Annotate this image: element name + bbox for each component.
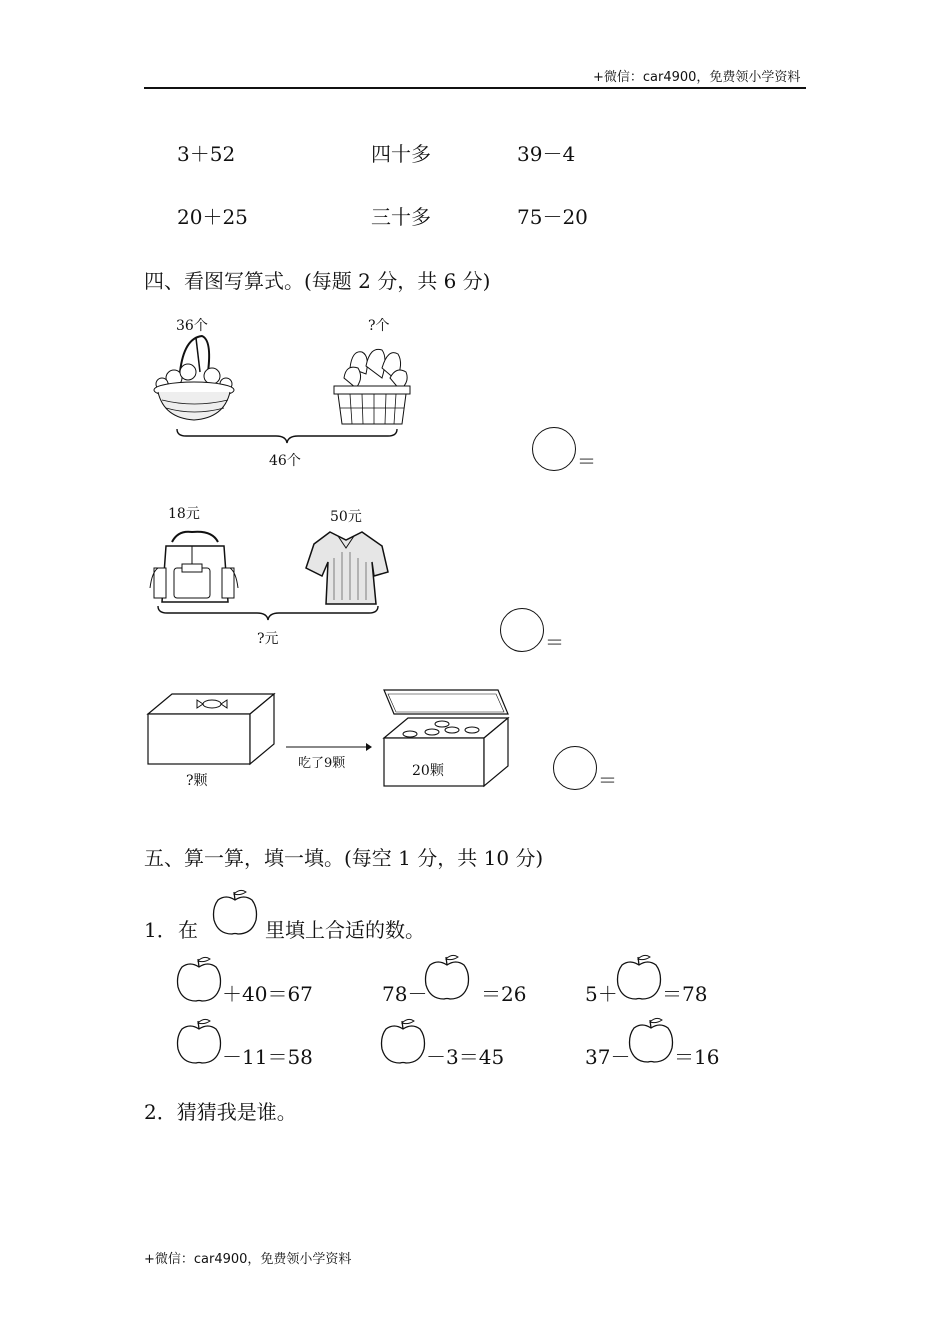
apple-blank-a[interactable] (176, 955, 222, 1005)
q2-total-label: ?元 (257, 631, 279, 647)
q1-right-label: ?个 (368, 318, 390, 334)
match-range-1: 四十多 (371, 142, 431, 166)
section4-title: 四、看图写算式。(每题 2 分，共 6 分) (144, 269, 491, 293)
q3-equals: ＝ (598, 770, 618, 792)
q1-total-label: 46个 (269, 453, 301, 469)
apple-blank-d[interactable] (176, 1017, 222, 1067)
closed-candy-box-icon (148, 692, 276, 766)
q2-total-brace (157, 605, 379, 623)
q1-left-label: 36个 (176, 318, 208, 334)
item1-number: 1． (144, 918, 177, 942)
footer-note: +微信：car4900，免费领小学资料 (144, 1252, 352, 1267)
item1-pre-text: 在 (178, 918, 198, 942)
match-expr-1: 3＋52 (177, 142, 236, 166)
eq-b-post: ＝26 (481, 982, 527, 1006)
header-rule (144, 87, 806, 89)
q2-right-label: 50元 (330, 509, 362, 525)
section5-title: 五、算一算，填一填。(每空 1 分，共 10 分) (144, 846, 544, 870)
q2-equals: ＝ (545, 632, 565, 654)
apple-blank-e[interactable] (380, 1017, 426, 1067)
backpack-icon (148, 528, 240, 606)
eq-f-pre: 37－ (585, 1045, 631, 1069)
eq-f-post: ＝16 (674, 1045, 720, 1069)
apple-icon (212, 888, 258, 938)
match-range-2: 三十多 (371, 205, 431, 229)
eq-c-pre: 5＋ (585, 982, 618, 1006)
apple-blank-f[interactable] (628, 1016, 674, 1066)
apple-blank-c[interactable] (616, 953, 662, 1003)
q3-arrow-label: 吃了9颗 (298, 756, 346, 771)
q1-operator-circle[interactable] (532, 427, 576, 471)
q2-left-label: 18元 (168, 506, 200, 522)
q2-operator-circle[interactable] (500, 608, 544, 652)
match-expr-2: 39－4 (517, 142, 576, 166)
strawberry-basket-icon (330, 338, 415, 428)
item2-text: 2．猜猜我是谁。 (144, 1100, 297, 1124)
match-expr-3: 20＋25 (177, 205, 248, 229)
item1-post-text: 里填上合适的数。 (265, 918, 425, 942)
eq-d-text: －11＝58 (222, 1045, 313, 1069)
eq-a-text: ＋40＝67 (222, 982, 313, 1006)
match-expr-4: 75－20 (517, 205, 588, 229)
q3-operator-circle[interactable] (553, 746, 597, 790)
eq-c-post: ＝78 (662, 982, 708, 1006)
q3-right-label: 20颗 (412, 763, 444, 779)
q1-total-brace (176, 428, 398, 446)
apple-blank-b[interactable] (424, 953, 470, 1003)
arrow-icon (286, 742, 372, 752)
eq-e-text: －3＝45 (426, 1045, 505, 1069)
eq-b-pre: 78－ (382, 982, 428, 1006)
q1-equals: ＝ (577, 451, 597, 473)
q3-left-label: ?颗 (186, 773, 208, 789)
shirt-icon (302, 528, 392, 608)
open-candy-box-icon (380, 688, 512, 790)
header-note: +微信：car4900，免费领小学资料 (593, 70, 801, 85)
fruit-basket-icon (150, 332, 240, 430)
